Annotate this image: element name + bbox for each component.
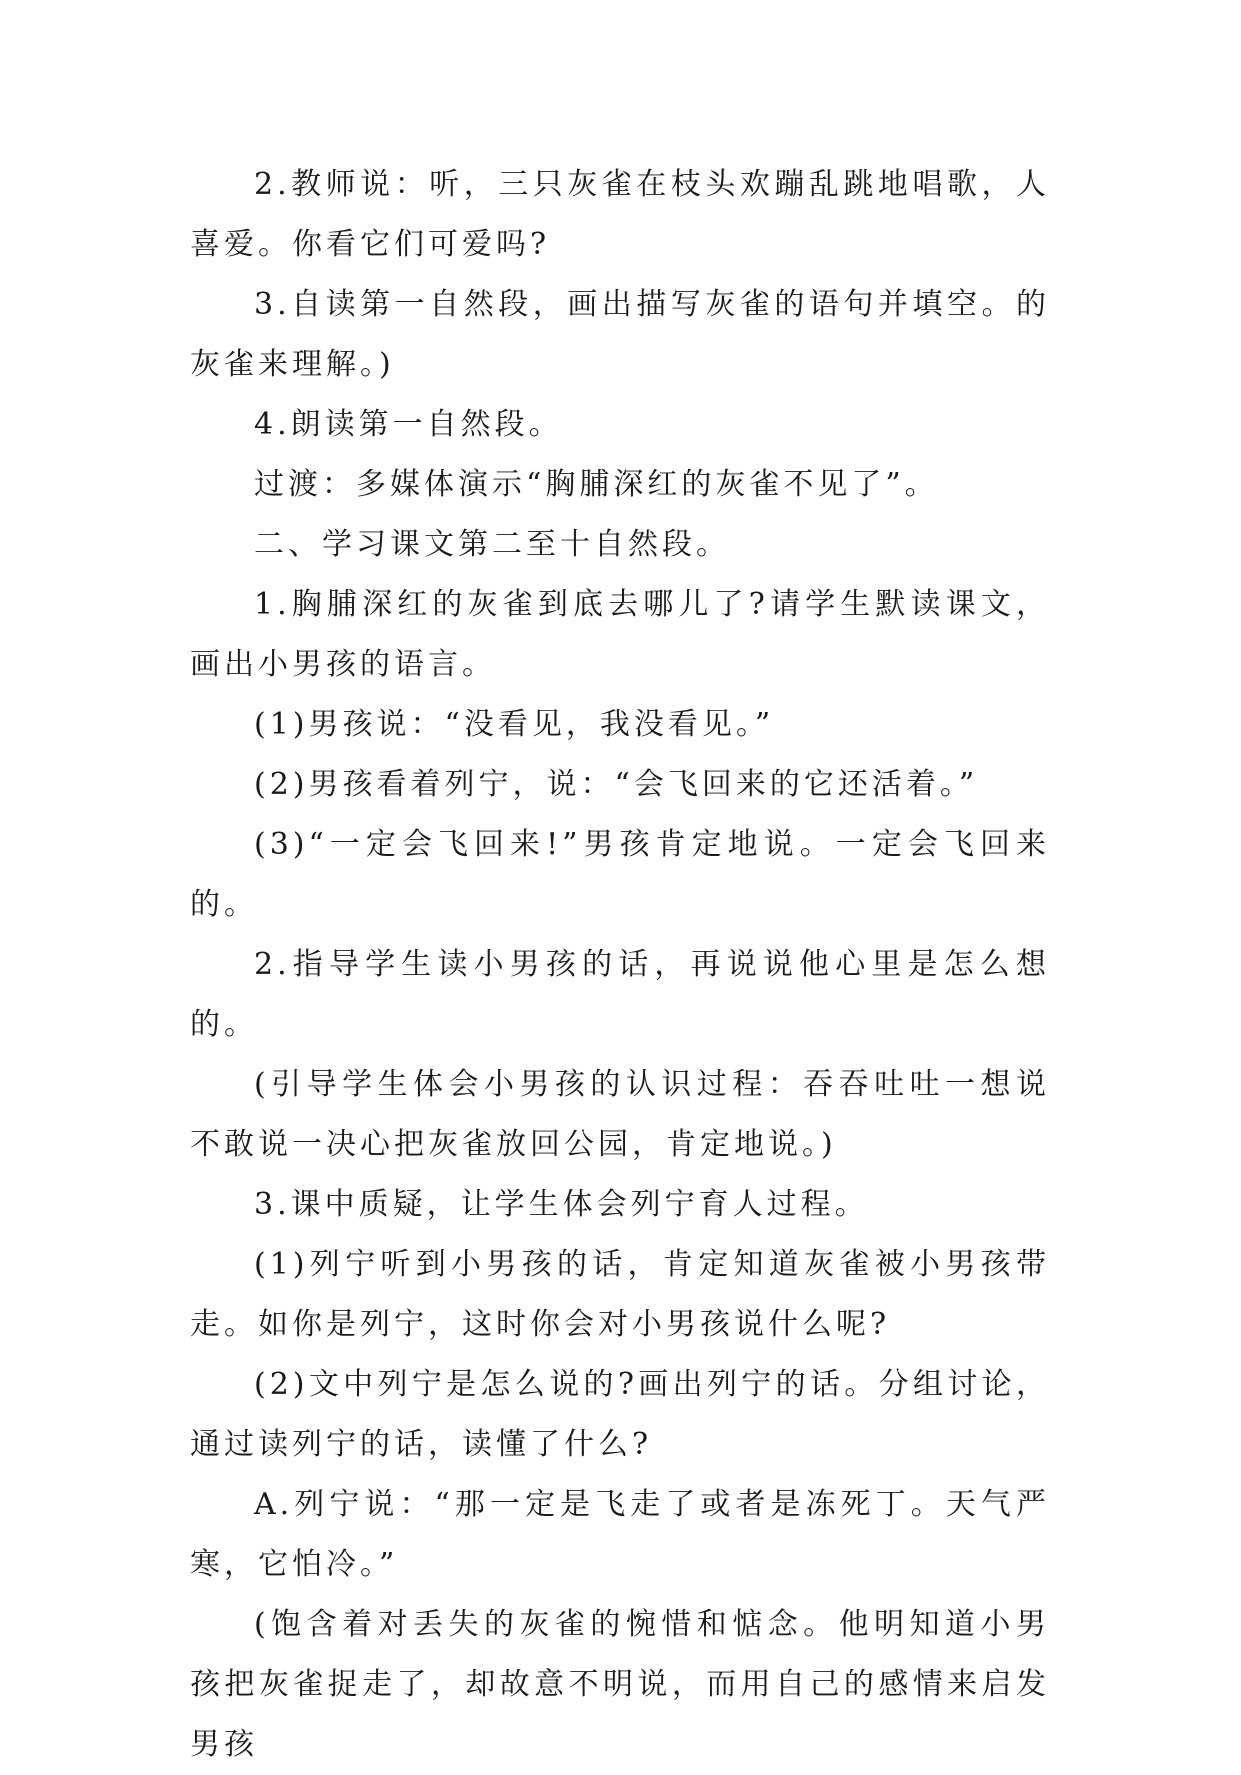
paragraph: 1.胸脯深红的灰雀到底去哪儿了?请学生默读课文，画出小男孩的语言。 xyxy=(190,587,1050,682)
paragraph: (引导学生体会小男孩的认识过程：吞吞吐吐一想说不敢说一决心把灰雀放回公园，肯定地说。) xyxy=(190,1067,1050,1162)
document-body xyxy=(190,155,1050,1775)
paragraph: (3)“一定会飞回来!”男孩肯定地说。一定会飞回来的。 xyxy=(190,827,1050,922)
paragraph: (饱含着对丢失的灰雀的惋惜和惦念。他明知道小男孩把灰雀捉走了，却故意不明说，而用自己的感情来启发男孩 xyxy=(190,1607,1050,1762)
paragraph: 4.朗读第一自然段。 xyxy=(254,407,563,442)
paragraph: (1)男孩说：“没看见，我没看见。” xyxy=(254,707,775,742)
section-heading: 二、学习课文第二至十自然段。 xyxy=(254,527,730,562)
paragraph: 3.自读第一自然段，画出描写灰雀的语句并填空。的灰雀来理解。) xyxy=(190,287,1050,382)
paragraph: A.列宁说：“那一定是飞走了或者是冻死丁。天气严寒，它怕冷。” xyxy=(190,1487,1050,1582)
paragraph: 2.指导学生读小男孩的话，再说说他心里是怎么想的。 xyxy=(190,947,1050,1042)
paragraph: (2)文中列宁是怎么说的?画出列宁的话。分组讨论，通过读列宁的话，读懂了什么? xyxy=(190,1367,1050,1462)
paragraph: (1)列宁听到小男孩的话，肯定知道灰雀被小男孩带走。如你是列宁，这时你会对小男孩说什么呢? xyxy=(190,1247,1050,1342)
paragraph: 过渡：多媒体演示“胸脯深红的灰雀不见了”。 xyxy=(254,467,939,502)
paragraph: 3.课中质疑，让学生体会列宁育人过程。 xyxy=(254,1187,869,1222)
paragraph: 2.教师说：听，三只灰雀在枝头欢蹦乱跳地唱歌，人喜爱。你看它们可爱吗? xyxy=(190,167,1050,262)
paragraph: (2)男孩看着列宁，说：“会飞回来的它还活着。” xyxy=(254,767,979,802)
